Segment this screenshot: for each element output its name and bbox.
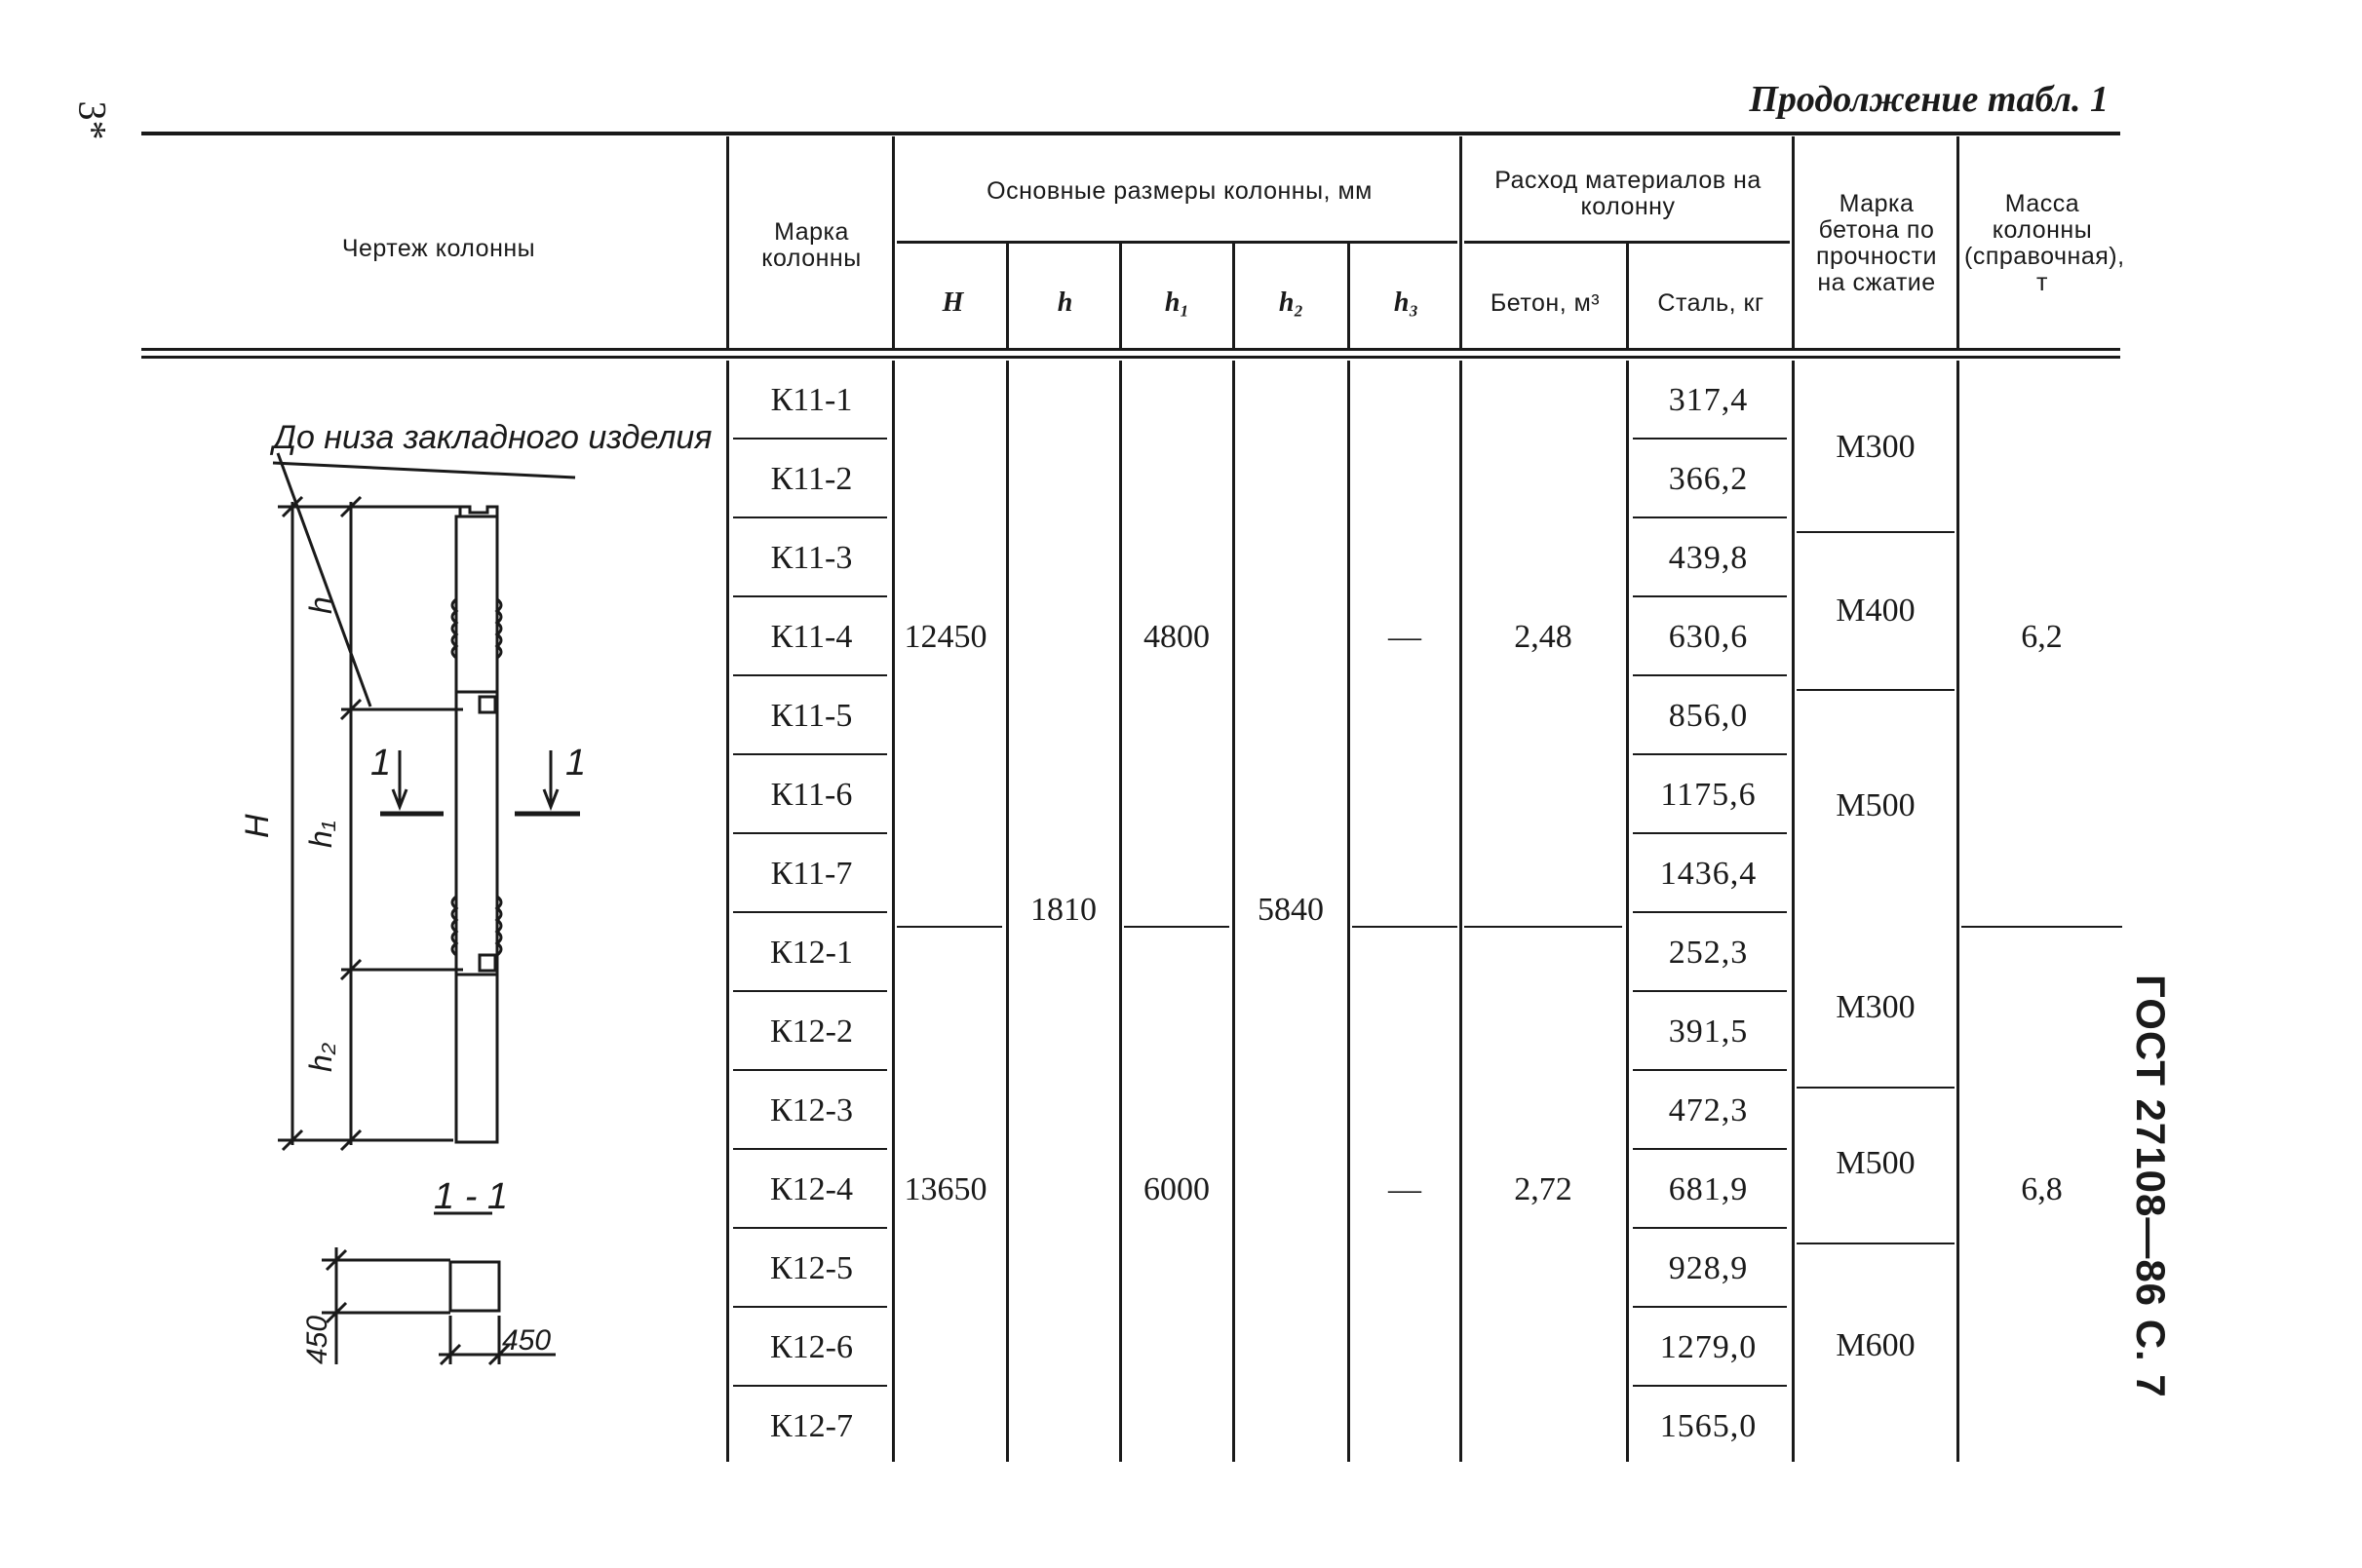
header-materials-group: Расход материалов на колонну (1494, 167, 1762, 220)
cell-h3-group2: — (1388, 1171, 1421, 1207)
column-divider (1119, 361, 1122, 1462)
label-dim-450-h: 450 (502, 1324, 552, 1357)
group-split-rule (1124, 926, 1229, 928)
cell-mark: К11-3 (770, 540, 853, 576)
header-dim-h3: h₃ (1393, 287, 1419, 318)
row-rule (733, 990, 887, 992)
row-rule (733, 1069, 887, 1071)
table-caption: Продолжение табл. 1 (1749, 79, 2109, 120)
cell-H-group2: 13650 (904, 1171, 987, 1207)
cell-mark: К12-2 (770, 1013, 853, 1050)
cell-mark: К11-6 (770, 777, 853, 813)
header-concrete-grade: Марка бетона по прочности на сжатие (1816, 190, 1937, 296)
group-split-rule (1464, 926, 1622, 928)
row-rule (1633, 832, 1787, 834)
row-rule (733, 516, 887, 518)
cell-steel: 472,3 (1668, 1092, 1749, 1128)
label-embedded: До низа закладного изделия (273, 419, 713, 456)
cell-mark: К12-3 (770, 1092, 853, 1128)
header-dim-H: H (942, 287, 964, 318)
group-split-rule (1352, 926, 1457, 928)
column-divider (1347, 361, 1350, 1462)
group-split-rule (897, 926, 1002, 928)
header-sub-rule (1464, 241, 1790, 244)
table-top-rule (141, 132, 2120, 135)
cell-steel: 252,3 (1668, 935, 1749, 971)
row-rule (1633, 1148, 1787, 1150)
cell-steel: 317,4 (1668, 382, 1749, 418)
cell-steel: 1565,0 (1659, 1408, 1758, 1444)
header-dim-h1: h₁ (1164, 287, 1190, 318)
column-divider (892, 136, 895, 348)
header-concrete: Бетон, м³ (1490, 289, 1601, 317)
cell-concrete-group2: 2,72 (1514, 1171, 1572, 1207)
cell-steel: 1175,6 (1660, 777, 1757, 813)
row-rule (1633, 1306, 1787, 1308)
cell-h1-group2: 6000 (1143, 1171, 1210, 1207)
row-rule (733, 1306, 887, 1308)
row-rule (733, 1227, 887, 1229)
column-drawing (234, 390, 713, 1364)
row-rule (1633, 595, 1787, 597)
row-rule (1633, 674, 1787, 676)
grade-split-rule (1797, 689, 1955, 691)
label-h2: h₂ (303, 1043, 338, 1072)
cell-steel: 1279,0 (1659, 1329, 1758, 1365)
label-section-right: 1 (565, 743, 587, 784)
cell-h3-group1: — (1388, 619, 1421, 655)
row-rule (733, 753, 887, 755)
cell-mark: К12-4 (770, 1171, 853, 1207)
row-rule (1633, 911, 1787, 913)
column-divider (1347, 244, 1350, 348)
row-rule (733, 674, 887, 676)
header-mass: Масса колонны (справочная), т (1964, 190, 2125, 296)
header-mark: Марка колонны (761, 218, 862, 272)
row-rule (733, 1385, 887, 1387)
header-drawing: Чертеж колонны (341, 235, 536, 262)
column-divider (892, 361, 895, 1462)
document-side-label: ГОСТ 27108—86 С. 7 (2128, 975, 2174, 1398)
cell-mark: К12-7 (770, 1408, 853, 1444)
column-divider (726, 361, 729, 1462)
cell-h2-shared: 5840 (1258, 892, 1324, 928)
row-rule (733, 911, 887, 913)
cell-steel: 630,6 (1668, 619, 1749, 655)
label-section-left: 1 (370, 743, 392, 784)
cell-steel: 1436,4 (1659, 856, 1758, 892)
cell-concrete-group1: 2,48 (1514, 619, 1572, 655)
column-divider (1626, 244, 1629, 348)
label-dim-450-v: 450 (301, 1315, 333, 1364)
row-rule (733, 1148, 887, 1150)
column-divider (1006, 244, 1009, 348)
cell-h-shared: 1810 (1030, 892, 1097, 928)
cell-steel: 391,5 (1668, 1013, 1749, 1050)
row-rule (1633, 1069, 1787, 1071)
cell-mark: К12-1 (770, 935, 853, 971)
cell-h1-group1: 4800 (1143, 619, 1210, 655)
cell-mark: К11-7 (770, 856, 853, 892)
row-rule (733, 438, 887, 440)
grade-split-rule (1797, 1243, 1955, 1244)
cell-steel: 856,0 (1668, 698, 1749, 734)
label-H: H (239, 814, 276, 838)
header-steel: Сталь, кг (1657, 289, 1764, 317)
leader-underline (273, 463, 575, 478)
header-dim-h2: h₂ (1278, 287, 1304, 318)
grade-split-rule (1797, 531, 1955, 533)
column-divider (1626, 361, 1629, 1462)
column-divider (1459, 136, 1462, 348)
row-rule (1633, 990, 1787, 992)
header-bottom-rule (141, 348, 2120, 351)
column-divider (726, 136, 729, 348)
column-divider (1792, 361, 1795, 1462)
label-h: h (303, 596, 338, 614)
cell-steel: 439,8 (1668, 540, 1749, 576)
cell-mass-group1: 6,2 (2021, 619, 2063, 655)
row-rule (1633, 438, 1787, 440)
cell-mark: К11-1 (770, 382, 853, 418)
cell-grade: М500 (1836, 787, 1916, 823)
grade-split-rule (1797, 1087, 1955, 1089)
column-divider (1956, 361, 1959, 1462)
corner-page-mark: 3* (70, 100, 115, 140)
column-divider (1459, 361, 1462, 1462)
cell-steel: 928,9 (1668, 1250, 1749, 1286)
group-split-rule (1961, 926, 2122, 928)
header-bottom-rule-2 (141, 356, 2120, 359)
row-rule (733, 595, 887, 597)
header-dims-group: Основные размеры колонны, мм (987, 177, 1373, 205)
header-sub-rule (897, 241, 1457, 244)
cell-mark: К11-2 (770, 461, 853, 497)
row-rule (1633, 516, 1787, 518)
cell-mark: К12-5 (770, 1250, 853, 1286)
row-rule (733, 832, 887, 834)
column-divider (1232, 244, 1235, 348)
header-dim-h: h (1057, 287, 1073, 318)
cell-grade: М500 (1836, 1145, 1916, 1181)
cell-grade: М300 (1836, 429, 1916, 465)
cell-mark: К11-4 (770, 619, 853, 655)
cell-grade: М600 (1836, 1327, 1916, 1363)
cell-mark: К11-5 (770, 698, 853, 734)
cell-grade: М400 (1836, 593, 1916, 629)
cell-mass-group2: 6,8 (2021, 1171, 2063, 1207)
column-divider (1119, 244, 1122, 348)
label-h1: h₁ (303, 821, 338, 848)
cell-mark: К12-6 (770, 1329, 853, 1365)
row-rule (1633, 753, 1787, 755)
column-divider (1956, 136, 1959, 348)
row-rule (1633, 1385, 1787, 1387)
column-divider (1792, 136, 1795, 348)
column-divider (1232, 361, 1235, 1462)
column-divider (1006, 361, 1009, 1462)
row-rule (1633, 1227, 1787, 1229)
cell-steel: 366,2 (1668, 461, 1749, 497)
cell-grade: М300 (1836, 989, 1916, 1025)
cell-H-group1: 12450 (904, 619, 987, 655)
cell-steel: 681,9 (1668, 1171, 1749, 1207)
label-section-title: 1 - 1 (434, 1176, 509, 1217)
